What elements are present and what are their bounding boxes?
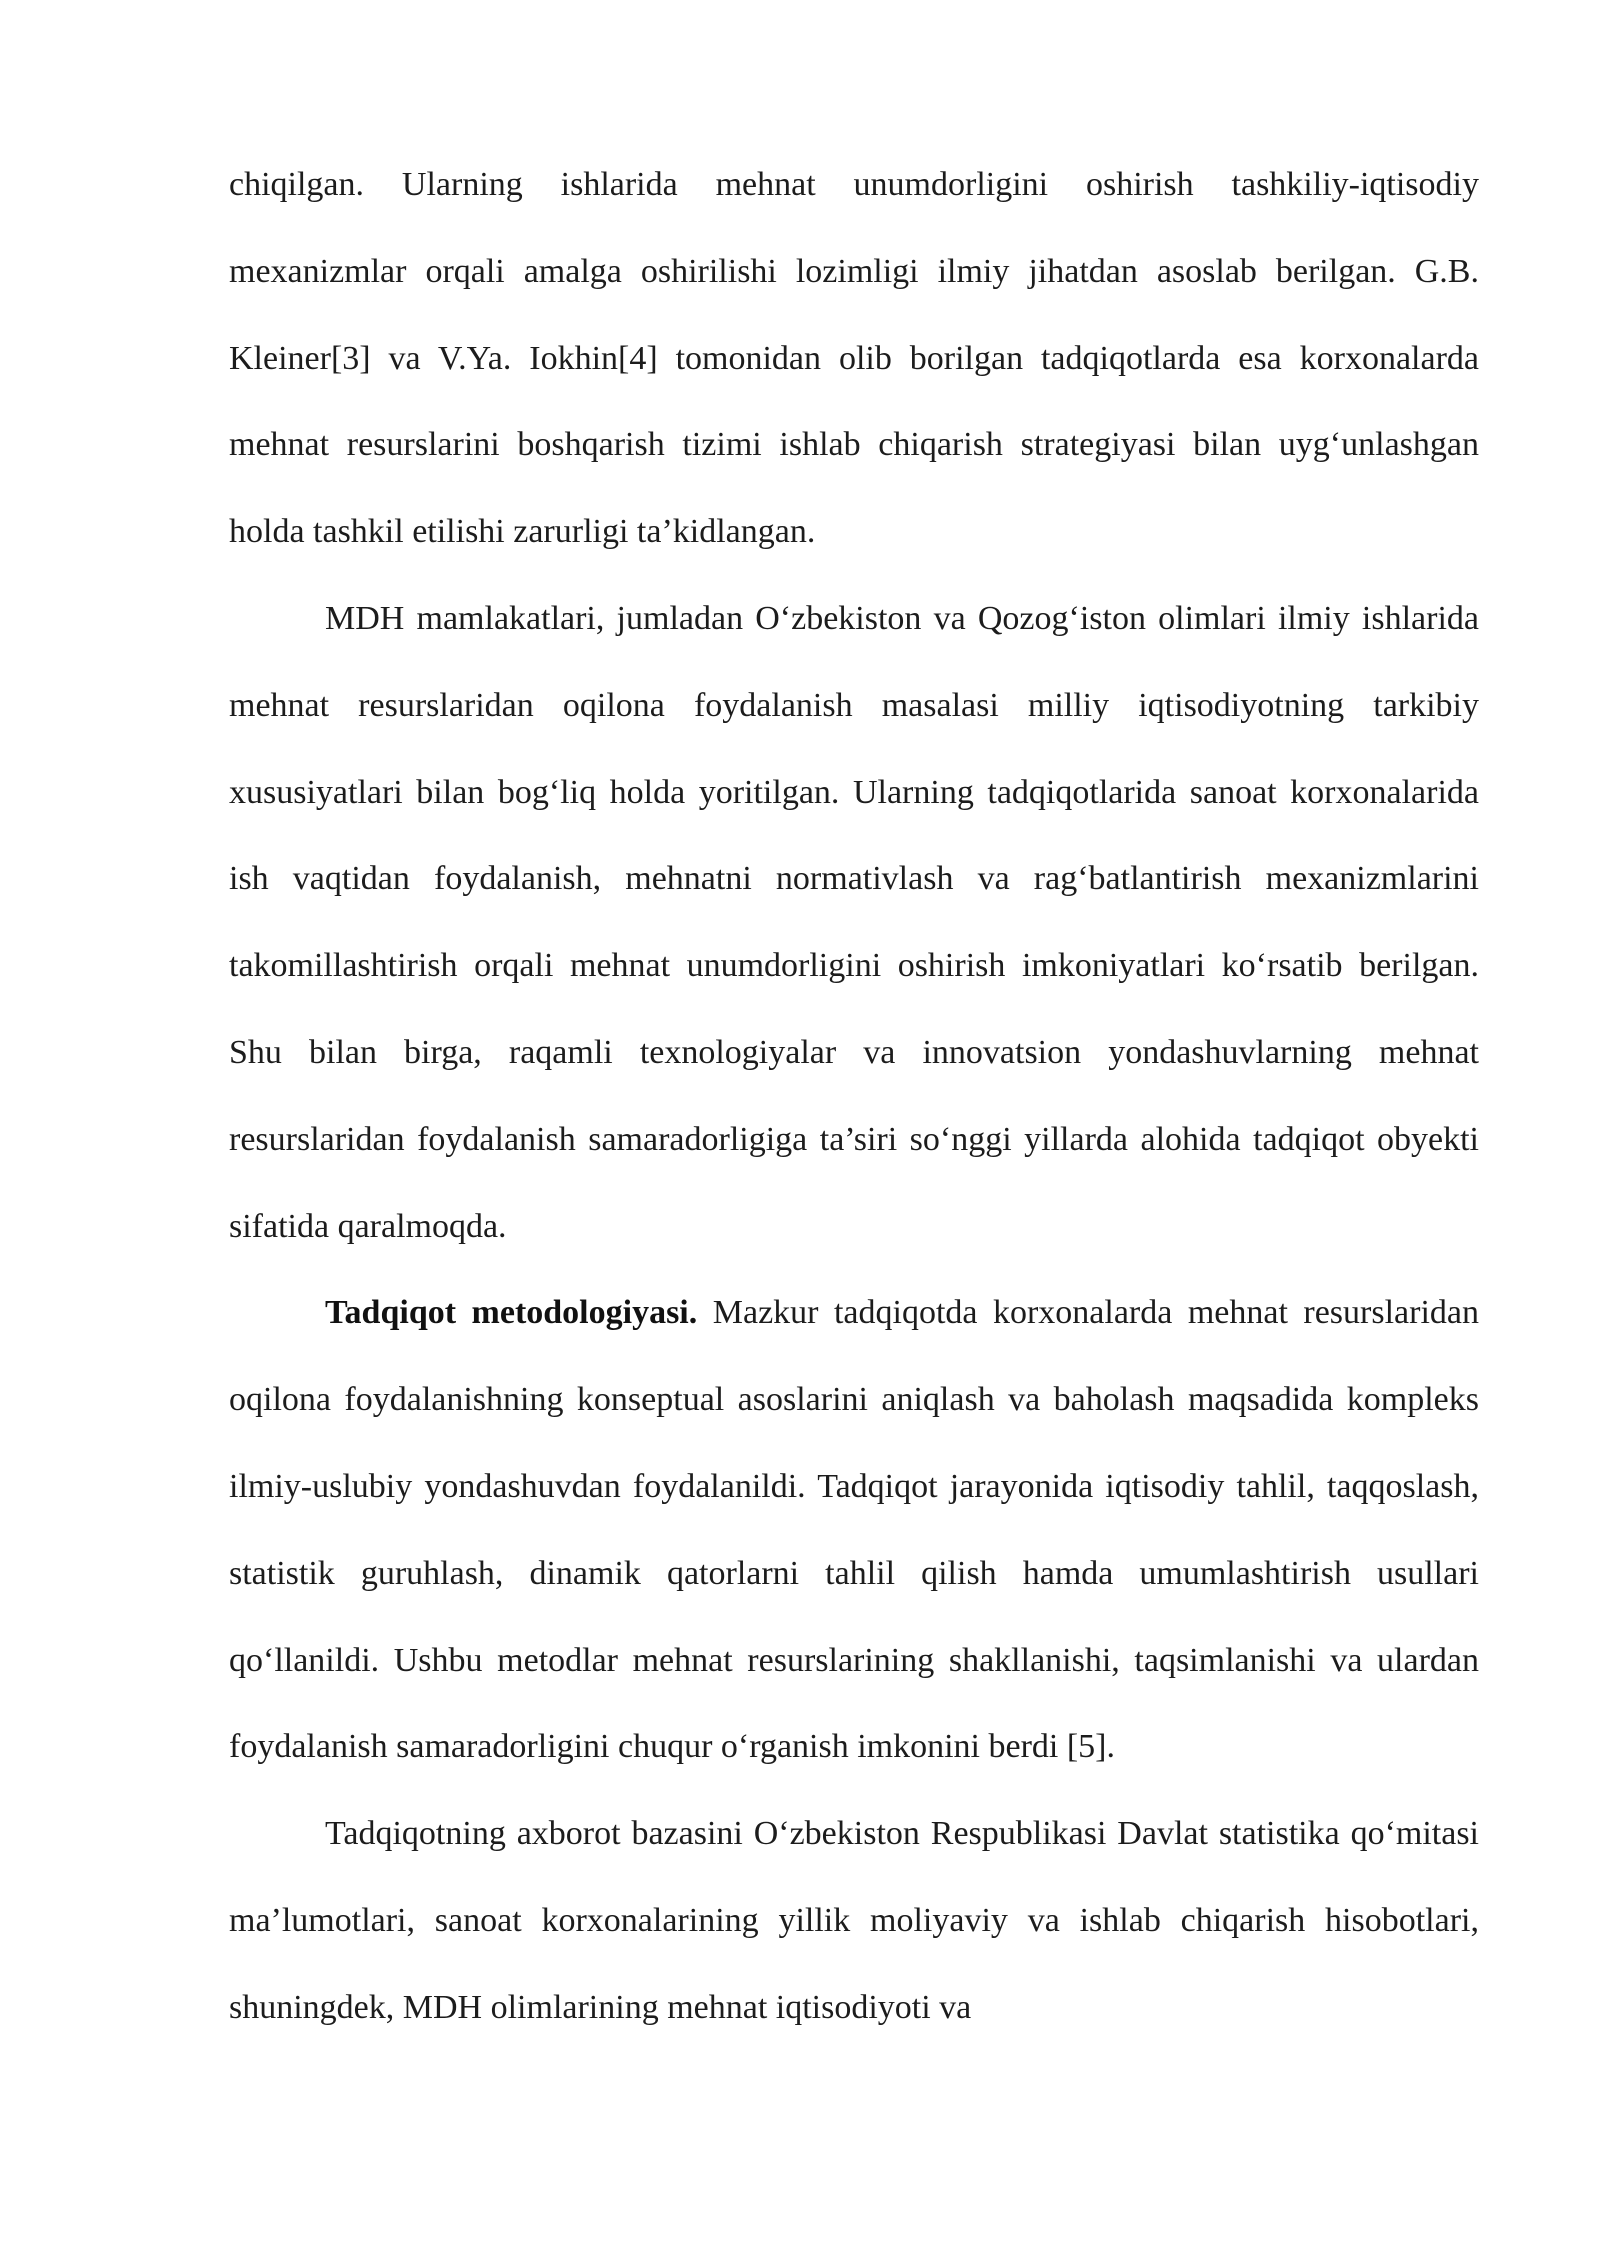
- section-heading-methodology: Tadqiqot metodologiyasi.: [325, 1294, 698, 1332]
- paragraph-methodology-text: Mazkur tadqiqotda korxonalarda mehnat resurslaridan oqilona foydalanishning konseptual asoslarini aniqlash va baholash maqsadida kompleks ilmiy-uslubiy yondashuvdan foydalanildi. Tadqiqot jarayonida iqtisodiy tahlil, taqqoslash, statistik guruhlash, dinamik qatorlarni tahlil qilish hamda umumlashtirish usullari qo‘llanildi. Ushbu metodlar mehnat resurslarining shakllanishi, taqsimlanishi va ulardan foydalanish samaradorligini chuqur o‘rganish imkonini berdi [5].: [229, 1294, 1479, 1766]
- paragraph-methodology: [229, 1270, 1479, 1791]
- document-body: [229, 142, 1479, 2052]
- paragraph-mdh-scholars: MDH mamlakatlari, jumladan O‘zbekiston va Qozog‘iston olimlari ilmiy ishlarida mehnat resurslaridan oqilona foydalanish masalasi milliy iqtisodiyotning tarkibiy xususiyatlari bilan bog‘liq holda yoritilgan. Ularning tadqiqotlarida sanoat korxonalarida ish vaqtidan foydalanish, mehnatni normativlash va rag‘batlantirish mexanizmlarini takomillashtirish orqali mehnat unumdorligini oshirish imkoniyatlari ko‘rsatib berilgan. Shu bilan birga, raqamli texnologiyalar va innovatsion yondashuvlarning mehnat resurslaridan foydalanish samaradorligiga ta’siri so‘nggi yillarda alohida tadqiqot obyekti sifatida qaralmoqda.: [229, 599, 1479, 1245]
- paragraph-continuation: chiqilgan. Ularning ishlarida mehnat unumdorligini oshirish tashkiliy-iqtisodiy mexanizmlar orqali amalga oshirilishi lozimligi ilmiy jihatdan asoslab berilgan. G.B. Kleiner[3] va V.Ya. Iokhin[4] tomonidan olib borilgan tadqiqotlarda esa korxonalarda mehnat resurslarini boshqarish tizimi ishlab chiqarish strategiyasi bilan uyg‘unlashgan holda tashkil etilishi zarurligi ta’kidlangan.: [229, 166, 1479, 551]
- paragraph-information-base: Tadqiqotning axborot bazasini O‘zbekiston Respublikasi Davlat statistika qo‘mitasi ma’lumotlari, sanoat korxonalarining yillik moliyaviy va ishlab chiqarish hisobotlari, shuningdek, MDH olimlarining mehnat iqtisodiyoti va: [229, 1815, 1479, 2026]
